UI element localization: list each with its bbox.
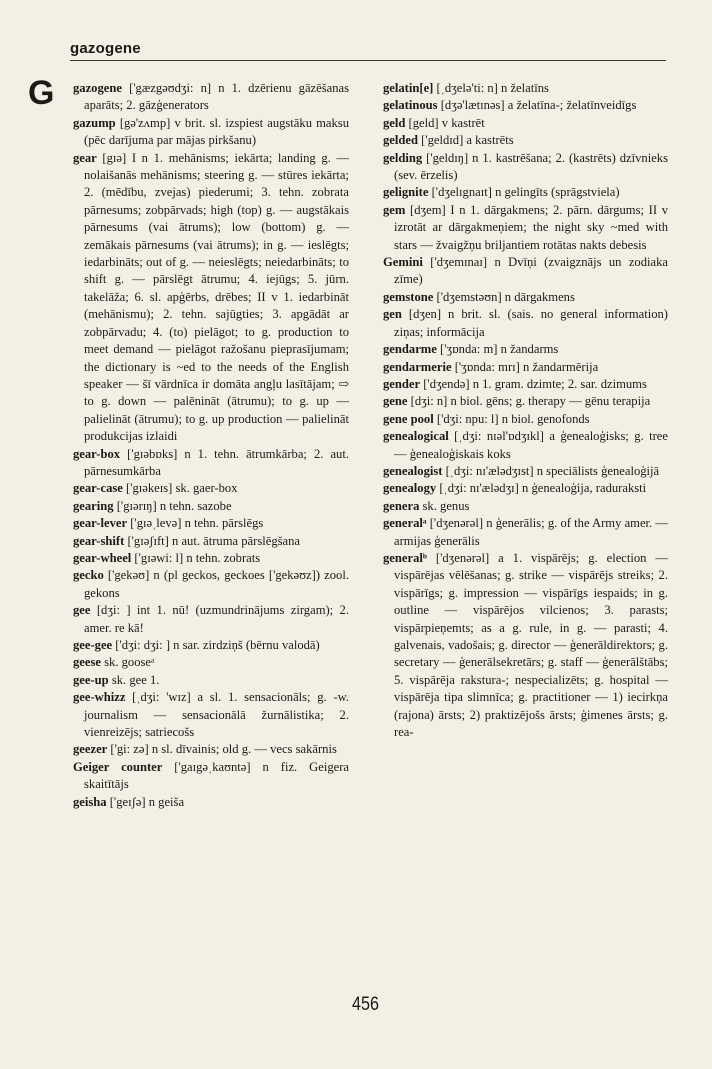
dictionary-entry [73, 550, 349, 567]
dictionary-entry [383, 550, 668, 741]
dictionary-entry [73, 602, 349, 637]
dictionary-entry [383, 97, 668, 114]
entry-definition: ['dʒendə] n 1. gram. dzimte; 2. sar. dzimums [420, 376, 647, 391]
dictionary-entry [73, 80, 349, 115]
entry-definition: sk. gee 1. [108, 672, 160, 687]
dictionary-entry [383, 463, 668, 480]
entry-headword: gazogene [73, 81, 122, 95]
entry-headword: geisha [73, 794, 107, 809]
entry-headword: gelded [383, 133, 418, 148]
entry-definition: ['gɪəʃɪft] n aut. ātruma pārslēgšana [124, 533, 301, 548]
entry-headword: gelatin[e] [383, 81, 434, 95]
dictionary-entry [73, 794, 349, 811]
entry-definition: [dʒem] I n 1. dārgakmens; 2. pārn. dārgums; II v izrotāt ar dārgakmeņiem; the night sky ~med with stars — žvaigžņu briljantiem rotātas nakts debesis [394, 202, 668, 252]
entry-definition: ['dʒenərəl] a 1. vispārējs; g. election — vispārējas vēlēšanas; g. strike — vispārējs streiks; 2. vispārīgs; g. impression — vispārīgs iespaids; in g. outline — vispārējos vilcienos; 3. parasts; vispārpieņemts; as a g. rule, in g. — parasti; 4. galvenais, vadošais; g. director — ģenerāldirektors; g. secretary — ģenerālsekretārs; g. staff — ģenerālštābs; 5. vispārēja rakstura-; nespecializēts; g. hospital — vispārēja tipa slimnīca; g. practitioner — 1) iecirkņa (rajona) ārsts; 2) praktizējošs ārsts; ģimenes ārsts; g. rea- [394, 550, 668, 740]
dictionary-entry [383, 80, 668, 97]
dictionary-entry [73, 759, 349, 794]
dictionary-entry [73, 515, 349, 532]
entry-definition: [ˌdʒi: nɪ'ælədʒɪ] n ģenealoģija, raduraksti [436, 481, 647, 496]
entry-definition: ['dʒelɪgnaɪt] n gelingīts (sprāgstviela) [428, 185, 620, 200]
entry-definition: ['gɪəˌlevə] n tehn. pārslēgs [127, 516, 264, 531]
dictionary-entry [73, 567, 349, 602]
entry-headword: gendarmerie [383, 359, 452, 374]
entry-headword: Geiger counter [73, 759, 163, 774]
entry-headword: gee-up [73, 672, 109, 687]
dictionary-entry [383, 115, 668, 132]
header-rule [70, 60, 666, 61]
entry-headword: gee-whizz [73, 690, 126, 705]
entry-headword: geese [73, 655, 101, 670]
entry-headword: gecko [73, 568, 104, 583]
dictionary-entry [383, 254, 668, 289]
entry-definition: ['ʒɒnda: m] n žandarms [436, 342, 559, 357]
entry-headword: gene [383, 394, 408, 409]
entry-headword: genealogy [383, 481, 437, 496]
dictionary-entry [383, 341, 668, 358]
entry-definition: [gə'zʌmp] v brit. sl. izspiest augstāku maksu (pēc darījuma par mājas pirkšanu) [84, 115, 349, 148]
entry-headword: genealogist [383, 463, 443, 478]
entry-definition: ['geldɪŋ] n 1. kastrēšana; 2. (kastrēts) dzīvnieks (sev. ērzelis) [394, 150, 668, 183]
right-column [383, 80, 668, 741]
entry-definition: [ˌdʒelə'ti: n] n želatīns [433, 81, 549, 95]
entry-definition: [dʒen] n brit. sl. (sais. no general information) ziņas; informācija [394, 307, 668, 339]
entry-definition: [dʒə'lætɪnəs] a želatīna-; želatīnveidīgs [437, 98, 637, 113]
dictionary-entry [73, 446, 349, 481]
entry-definition: ['gi: zə] n sl. dīvainis; old g. — vecs sakārnis [107, 742, 337, 757]
entry-headword: gender [383, 376, 421, 391]
entry-headword: gene pool [383, 411, 434, 426]
dictionary-entry [383, 411, 668, 428]
entry-headword: genealogical [383, 429, 449, 444]
entry-definition: [ˌdʒi: nɪəl'ɒdʒɪkl] a ģenealoģisks; g. tree — ģenealoģiskais koks [394, 429, 668, 461]
entry-definition: [dʒi: ] int 1. nū! (uzmundrinājums zirgam); 2. amer. re kā! [84, 603, 349, 635]
entry-headword: gear [73, 150, 97, 165]
entry-headword: gelding [383, 150, 423, 165]
entry-definition: ['dʒenərəl] n ģenerālis; g. of the Army amer. — armijas ģenerālis [394, 516, 668, 548]
entry-definition: ['ʒɒnda: mrɪ] n žandarmērija [451, 359, 599, 374]
entry-headword: geezer [73, 742, 108, 757]
entry-definition: ['gɪəwi: l] n tehn. zobrats [131, 550, 261, 565]
entry-definition: [geld] v kastrēt [405, 115, 485, 130]
dictionary-entry [383, 289, 668, 306]
entry-headword: gelatinous [383, 98, 438, 113]
dictionary-entry [383, 359, 668, 376]
entry-definition: [ˌdʒi: nɪ'ælədʒɪst] n speciālists ģenealoģijā [442, 463, 660, 478]
entry-definition: ['gɪəkeɪs] sk. gaer-box [122, 481, 238, 496]
entry-definition: ['dʒemɪnaɪ] n Dvīņi (zvaigznājs un zodiaka zīme) [394, 255, 668, 287]
entry-definition: ['gekəʊ] n (pl geckos, geckoes ['gekəʊz]) zool. gekons [84, 568, 349, 600]
entry-definition: ['gæzgəʊdʒi: n] n 1. dzērienu gāzēšanas aparāts; 2. gāzģenerators [84, 81, 349, 113]
entry-headword: gelignite [383, 185, 429, 200]
entry-definition: ['gaɪgəˌkaʊntə] n fiz. Geigera skaitītājs [84, 759, 349, 792]
entry-headword: gen [383, 307, 402, 322]
entry-headword: gear-wheel [73, 550, 132, 565]
entry-headword: Gemini [383, 255, 423, 270]
dictionary-entry [383, 393, 668, 410]
entry-definition: ['geɪʃə] n geiša [106, 794, 185, 809]
section-letter-tab: G [28, 74, 55, 112]
entry-headword: gee-gee [73, 638, 113, 652]
entry-headword: gazump [73, 115, 116, 130]
entry-definition: [gɪə] I n 1. mehānisms; iekārta; landing g. — nolaišanās mehānisms; steering g. — stūres iekārta; 2. (mēdību, zvejas) piederumi; 3. tehn. zobrata pārnesums; zobpārvads; high (top) g. — augstākais pārnesums (vai ātrums); low (bottom) g. — zemākais pārnesums (vai ātrums); in g. — ieslēgts; iedarbināts; out of g. — neieslēgts; neiedarbināts; to shift g. — pārslēgt ātrumu; 4. iejūgs; 5. jūrn. takelāža; 6. sl. apģērbs, drēbes; II v 1. iedarbināt (mehānismu); 2. tehn. sajūgties; 3. apgādāt ar zobpārvadu; 4. (to) pielāgot; to g. production to meet demand — pielāgot ražošanu pieprasījumam; the dictionary is ~ed to the needs of the English speaker — šī vārdnīca ir domāta angļu lasītājam; ⇨ to g. down — palēnināt (ātrumu); to g. up — palielināt (ātrumu); to g. up production — palielināt produkcijas izlaidi [84, 150, 349, 444]
entry-definition: [dʒi: n] n biol. gēns; g. therapy — gēnu terapija [407, 394, 651, 409]
dictionary-entry [73, 150, 349, 446]
dictionary-entry [73, 672, 349, 689]
entry-definition: ['gɪərɪŋ] n tehn. sazobe [113, 498, 232, 513]
dictionary-entry [73, 480, 349, 497]
entry-definition: ['gɪəbɒks] n 1. tehn. ātrumkārba; 2. aut. pārnesumkārba [84, 446, 349, 478]
entry-headword: gee [73, 603, 91, 618]
dictionary-entry [73, 533, 349, 550]
dictionary-entry [383, 150, 668, 185]
entry-definition: ['dʒi: dʒi: ] n sar. zirdziņš (bērnu valodā) [112, 638, 320, 652]
dictionary-entry [383, 132, 668, 149]
dictionary-entry [73, 654, 349, 671]
dictionary-entry [73, 637, 349, 654]
dictionary-entry [383, 428, 668, 463]
dictionary-entry [383, 376, 668, 393]
entry-headword: gearing [73, 498, 114, 513]
entry-headword: generalᵃ [383, 516, 427, 531]
entry-headword: gear-lever [73, 516, 128, 531]
entry-definition: ['geldɪd] a kastrēts [417, 133, 514, 148]
entry-headword: gendarme [383, 342, 437, 357]
running-head: gazogene [70, 40, 141, 57]
dictionary-entry [73, 741, 349, 758]
dictionary-entry [73, 689, 349, 741]
dictionary-entry [383, 184, 668, 201]
entry-headword: genera [383, 498, 420, 513]
dictionary-entry [73, 115, 349, 150]
dictionary-entry [383, 306, 668, 341]
entry-headword: gem [383, 202, 406, 217]
dictionary-entry [383, 202, 668, 254]
entry-headword: gemstone [383, 289, 434, 304]
dictionary-entry [383, 480, 668, 497]
entry-definition: sk. genus [419, 498, 470, 513]
dictionary-entry [73, 498, 349, 515]
entry-headword: gear-shift [73, 533, 125, 548]
entry-definition: ['dʒemstəʊn] n dārgakmens [433, 289, 575, 304]
entry-headword: gear-box [73, 446, 121, 461]
left-column [73, 80, 349, 811]
entry-headword: gear-case [73, 481, 123, 496]
entry-definition: sk. gooseᵃ [100, 655, 155, 670]
dictionary-entry [383, 498, 668, 515]
entry-definition: ['dʒi: npu: l] n biol. genofonds [433, 411, 590, 426]
page-number: 456 [352, 994, 379, 1015]
entry-definition: [ˌdʒi: 'wɪz] a sl. 1. sensacionāls; g. -w. journalism — sensacionālā žurnālistika; 2. vienreizējs; satriecošs [84, 690, 349, 740]
entry-headword: generalᵇ [383, 550, 427, 565]
dictionary-entry [383, 515, 668, 550]
entry-headword: geld [383, 115, 406, 130]
